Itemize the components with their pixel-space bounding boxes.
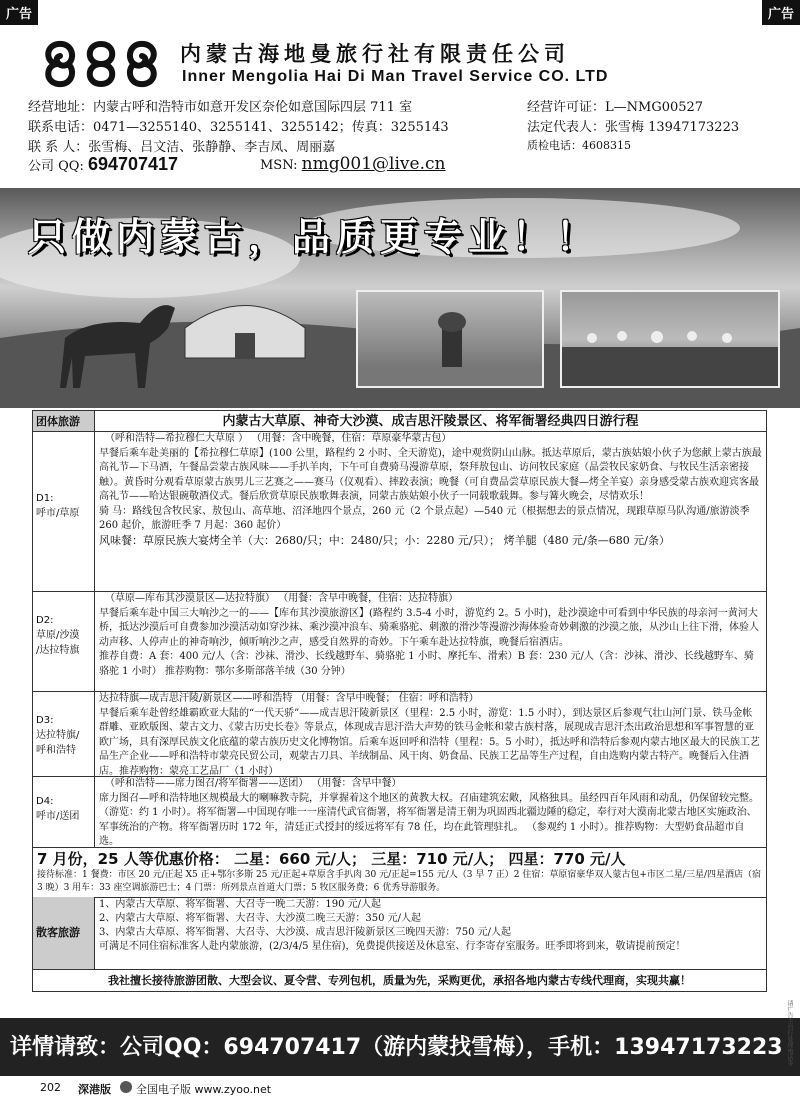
- legal-rep: 法定代表人：张雪梅 13947173223: [527, 120, 740, 135]
- d2-body: 早餐后乘车赴中国三大响沙之一的——【库布其沙漠旅游区】(路程约 3.5-4 小时，游览约 2。5 小时)，赴沙漠途中可看到中华民族的母亲河一黄河大桥，抵达沙漠后可自费参加沙漠活动如穿沙袜、乘沙漠冲浪车、骑乘骆驼、刺激的滑沙等漫游沙海体验奇妙刺激的沙漠之旅，从沙山上往下滑，体验人动声移、人停声止的神奇响沙，倾听响沙之声，感受自然界的奇妙。下午乘车赴达拉特旗，晚餐后宿酒店。: [99, 607, 759, 648]
- price-2star: 二星：660 元/人；: [234, 850, 367, 868]
- ad-label-right: 广告: [762, 0, 800, 25]
- price-3star: 三星：710 元/人；: [371, 850, 504, 868]
- scatter-note: 可满足不同住宿标准客人赴内蒙旅游，(2/3/4/5 星住宿)，免费提供接送及休息室、行李寄存室服务。旺季即将到来，敬请提前预定！: [99, 941, 686, 952]
- qq-label: 公司 QQ:: [28, 159, 84, 174]
- tour-title: 内蒙古大草原、神奇大沙漠、成吉思汗陵景区、将军衙署经典四日游行程: [222, 414, 639, 429]
- price-label: 7 月份，25 人等优惠价格：: [37, 850, 229, 868]
- edition: 深港版: [78, 1083, 111, 1096]
- d1-content: [95, 431, 766, 591]
- d1-header: （呼和浩特—希拉穆仁大草原 ） （用餐：含中晚餐，住宿：草原豪华蒙古包）: [105, 433, 452, 444]
- company-name-cn: 内蒙古海地曼旅行社有限责任公司: [180, 41, 570, 66]
- price-4star: 四星：770 元/人: [508, 850, 626, 868]
- scatter-content: [95, 897, 766, 969]
- d2-header: （草原—库布其沙漠景区—达拉特旗） （用餐：含早中晚餐，住宿：达拉特旗）: [105, 593, 459, 604]
- contact-people: 联 系 人：张雪梅、吕文洁、张静静、李吉凤、周丽嘉: [28, 140, 336, 155]
- photo-grassland: [560, 290, 780, 388]
- scatter-item: 3、内蒙古大草原、将军衙署、大召寺、大沙漠、成吉思汗陵新景区三晚四天游：750 元/人起: [99, 927, 511, 938]
- qq-row: [28, 154, 178, 175]
- banner: [0, 188, 800, 408]
- monument-icon: [358, 292, 544, 388]
- scatter-item: 1、内蒙古大草原、将军衙署、大召寺一晚二天游：190 元/人起: [99, 899, 381, 910]
- tour-table: [32, 410, 767, 992]
- yurt-icon: [185, 306, 305, 359]
- site-icon: [120, 1081, 132, 1093]
- grassland-camp-icon: [562, 292, 780, 388]
- company-name-en: Inner Mengolia Hai Di Man Travel Service CO. LTD: [182, 68, 609, 85]
- page-number: 202: [40, 1081, 61, 1094]
- d1-label: D1: 呼市/草原: [33, 431, 95, 591]
- d3-body: 早餐后乘车赴曾经雄霸欧亚大陆的“一代天骄”——成吉思汗陵新景区（里程：2.5 小时，游览：1.5 小时），到达景区后参观气壮山河门景、铁马金帐群雕、亚欧版图、蒙古文力、《蒙古历史长卷》等景点，体现成吉思汗浩大声势的铁马金帐和蒙古族村落，展现成吉思汗杰出政治思想和军事智慧的亚欧广场，具有深厚民族文化底蕴的蒙古族历史文化博物馆。后乘车返回呼和浩特（里程：5。5 小时），抵达呼和浩特后参观内蒙古地区最大的民族工艺品生产企业——呼和浩特市蒙亮民贸公司，观蒙古刀具、羊绒制品、风干肉、奶食品、民族工艺品等生产过程，自由选购内蒙古特产。晚餐后入住酒店。推荐购物：蒙亮工艺品厂（1 小时）: [99, 707, 760, 776]
- d2-optional: 推荐自费：A 套：400 元/人（含：沙袜、滑沙、长线越野车、骑骆驼 1 小时、摩托车、滑索）B 套：230 元/人（含：沙袜、滑沙、长线越野车、骑骆驼 1 小时） 推荐购物：鄂尔多斯部落羊绒（30 分钟）: [99, 651, 754, 677]
- license: 经营许可证：L—NMG00527: [527, 100, 704, 115]
- d4-label: D4: 呼市/送团: [33, 776, 95, 847]
- photo-monument: [356, 290, 544, 388]
- d1-body: 早餐后乘车赴美丽的【希拉穆仁草原】(100 公里，路程约 2 小时、全天游览)，途中观赏阴山山脉。抵达草原后，蒙古族姑娘小伙子为您献上蒙古族最高礼节—下马酒，午餐品尝蒙古族风味——手扒羊肉，下午可自费骑马漫游草原，祭拜敖包山、访问牧民家庭（品尝牧民家奶食、与牧民生活亲密接触）。黄昏时分观看草原蒙古族男儿三艺赛之——赛马（仪观看）、摔跤表演；晚餐（可自费品尝草原民族大餐—烤全羊宴）亲身感受蒙古族欢迎宾客最高礼节——哈达银碗敬酒仪式。餐后欣赏草原民族歌舞表演，同蒙古族姑娘小伙子一同载歌载舞。参与篝火晚会，尽情欢乐！: [99, 447, 762, 502]
- logo-icon: [38, 36, 164, 92]
- bottom-slogan: 我社擅长接待旅游团散、大型会议、夏令营、专列包机，质量为先，采购更优，承招各地内蒙古专线代理商，实现共赢！: [108, 974, 691, 987]
- d2-label: D2: 草原/沙漠 /达拉特旗: [33, 591, 95, 691]
- site: 全国电子版 www.zyoo.net: [136, 1083, 272, 1096]
- d4-content: [95, 776, 766, 847]
- slogan: 只做内蒙古，品质更专业！！: [28, 214, 601, 259]
- qc-phone: 质检电话：4608315: [527, 139, 631, 152]
- standard: 接待标准：1 餐费：市区 20 元/正起 X5 正+鄂尔多斯 25 元/正起+草原含手扒肉 30 元/正起=155 元/人（3 早 7 正）2 住宿：草原宿豪华双人蒙古包+市区二星/三星/四星酒店（宿 3 晚）3 用车：33 座空调旅游巴士；4 门票：所列景点首道大门票；5 牧区服务费；6 优秀导游服务。: [37, 870, 761, 893]
- phone: 联系电话：0471—3255140、3255141、3255142；传真：3255143: [28, 120, 449, 135]
- msn-address[interactable]: nmg001@live.cn: [301, 154, 446, 174]
- price-section: [33, 847, 766, 897]
- side-note: 请广告主自行处理电话等: [786, 1000, 793, 1066]
- qq-number[interactable]: 694707417: [87, 154, 179, 174]
- group-label: 团体旅游: [33, 411, 95, 431]
- d2-content: [95, 591, 766, 691]
- scatter-item: 2、内蒙古大草原、将军衙署、大召寺、大沙漠二晚三天游：350 元/人起: [99, 913, 421, 924]
- msn-row: [260, 154, 445, 174]
- address: 经营地址：内蒙古呼和浩特市如意开发区奈伦如意国际四层 711 室: [28, 100, 413, 115]
- d3-content: [95, 691, 766, 776]
- scatter-label: 散客旅游: [33, 897, 95, 969]
- d4-header: （呼和浩特——席力图召/将军衙署——送团） （用餐：含早中餐）: [105, 778, 402, 789]
- d1-ride: 骑 马：路线包含牧民家、敖包山、高草地、沼泽地四个景点，260 元（2 个景点起）—540 元（根据想去的景点情况，现跟草原马队沟通/旅游淡季 260 起价，旅游旺季 7 月起：360 起价）: [99, 505, 750, 531]
- d1-food: 风味餐：草原民族大宴烤全羊（大：2680/只；中：2480/只；小：2280 元/只）； 烤羊腿（480 元/条—680 元/条）: [99, 533, 670, 547]
- price-row: [37, 849, 762, 869]
- d3-header: 达拉特旗—成吉思汗陵/新景区——呼和浩特 （用餐：含早中晚餐； 住宿：呼和浩特）: [99, 693, 479, 704]
- msn-label: MSN:: [260, 158, 298, 173]
- d4-body: 席力图召—呼和浩特地区规模最大的喇嘛教寺院，并掌握着这个地区的黄教大权。召庙建筑宏敞，风格独具。虽经四百年风雨和动乱，仍保留较完整。（游览：约 1 小时）。将军衙署—中国现存唯一一座清代武官衙署，将军衙署是清王朝为巩固西北疆边陲的稳定，奉行对大漠南北蒙古地区实施政治、军事统治的产物。将军衙署历时 172 年，清廷正式授封的绥远将军有 78 任，均在此管理驻扎。 （参观约 1 小时）。推荐购物：大型奶食品超市自选。: [99, 792, 759, 847]
- footer-contact: 详情请致：公司QQ：694707417（游内蒙找雪梅），手机：13947173223: [0, 1018, 800, 1076]
- d3-label: D3: 达拉特旗/ 呼和浩特: [33, 691, 95, 776]
- ad-label-left: 广告: [0, 0, 38, 25]
